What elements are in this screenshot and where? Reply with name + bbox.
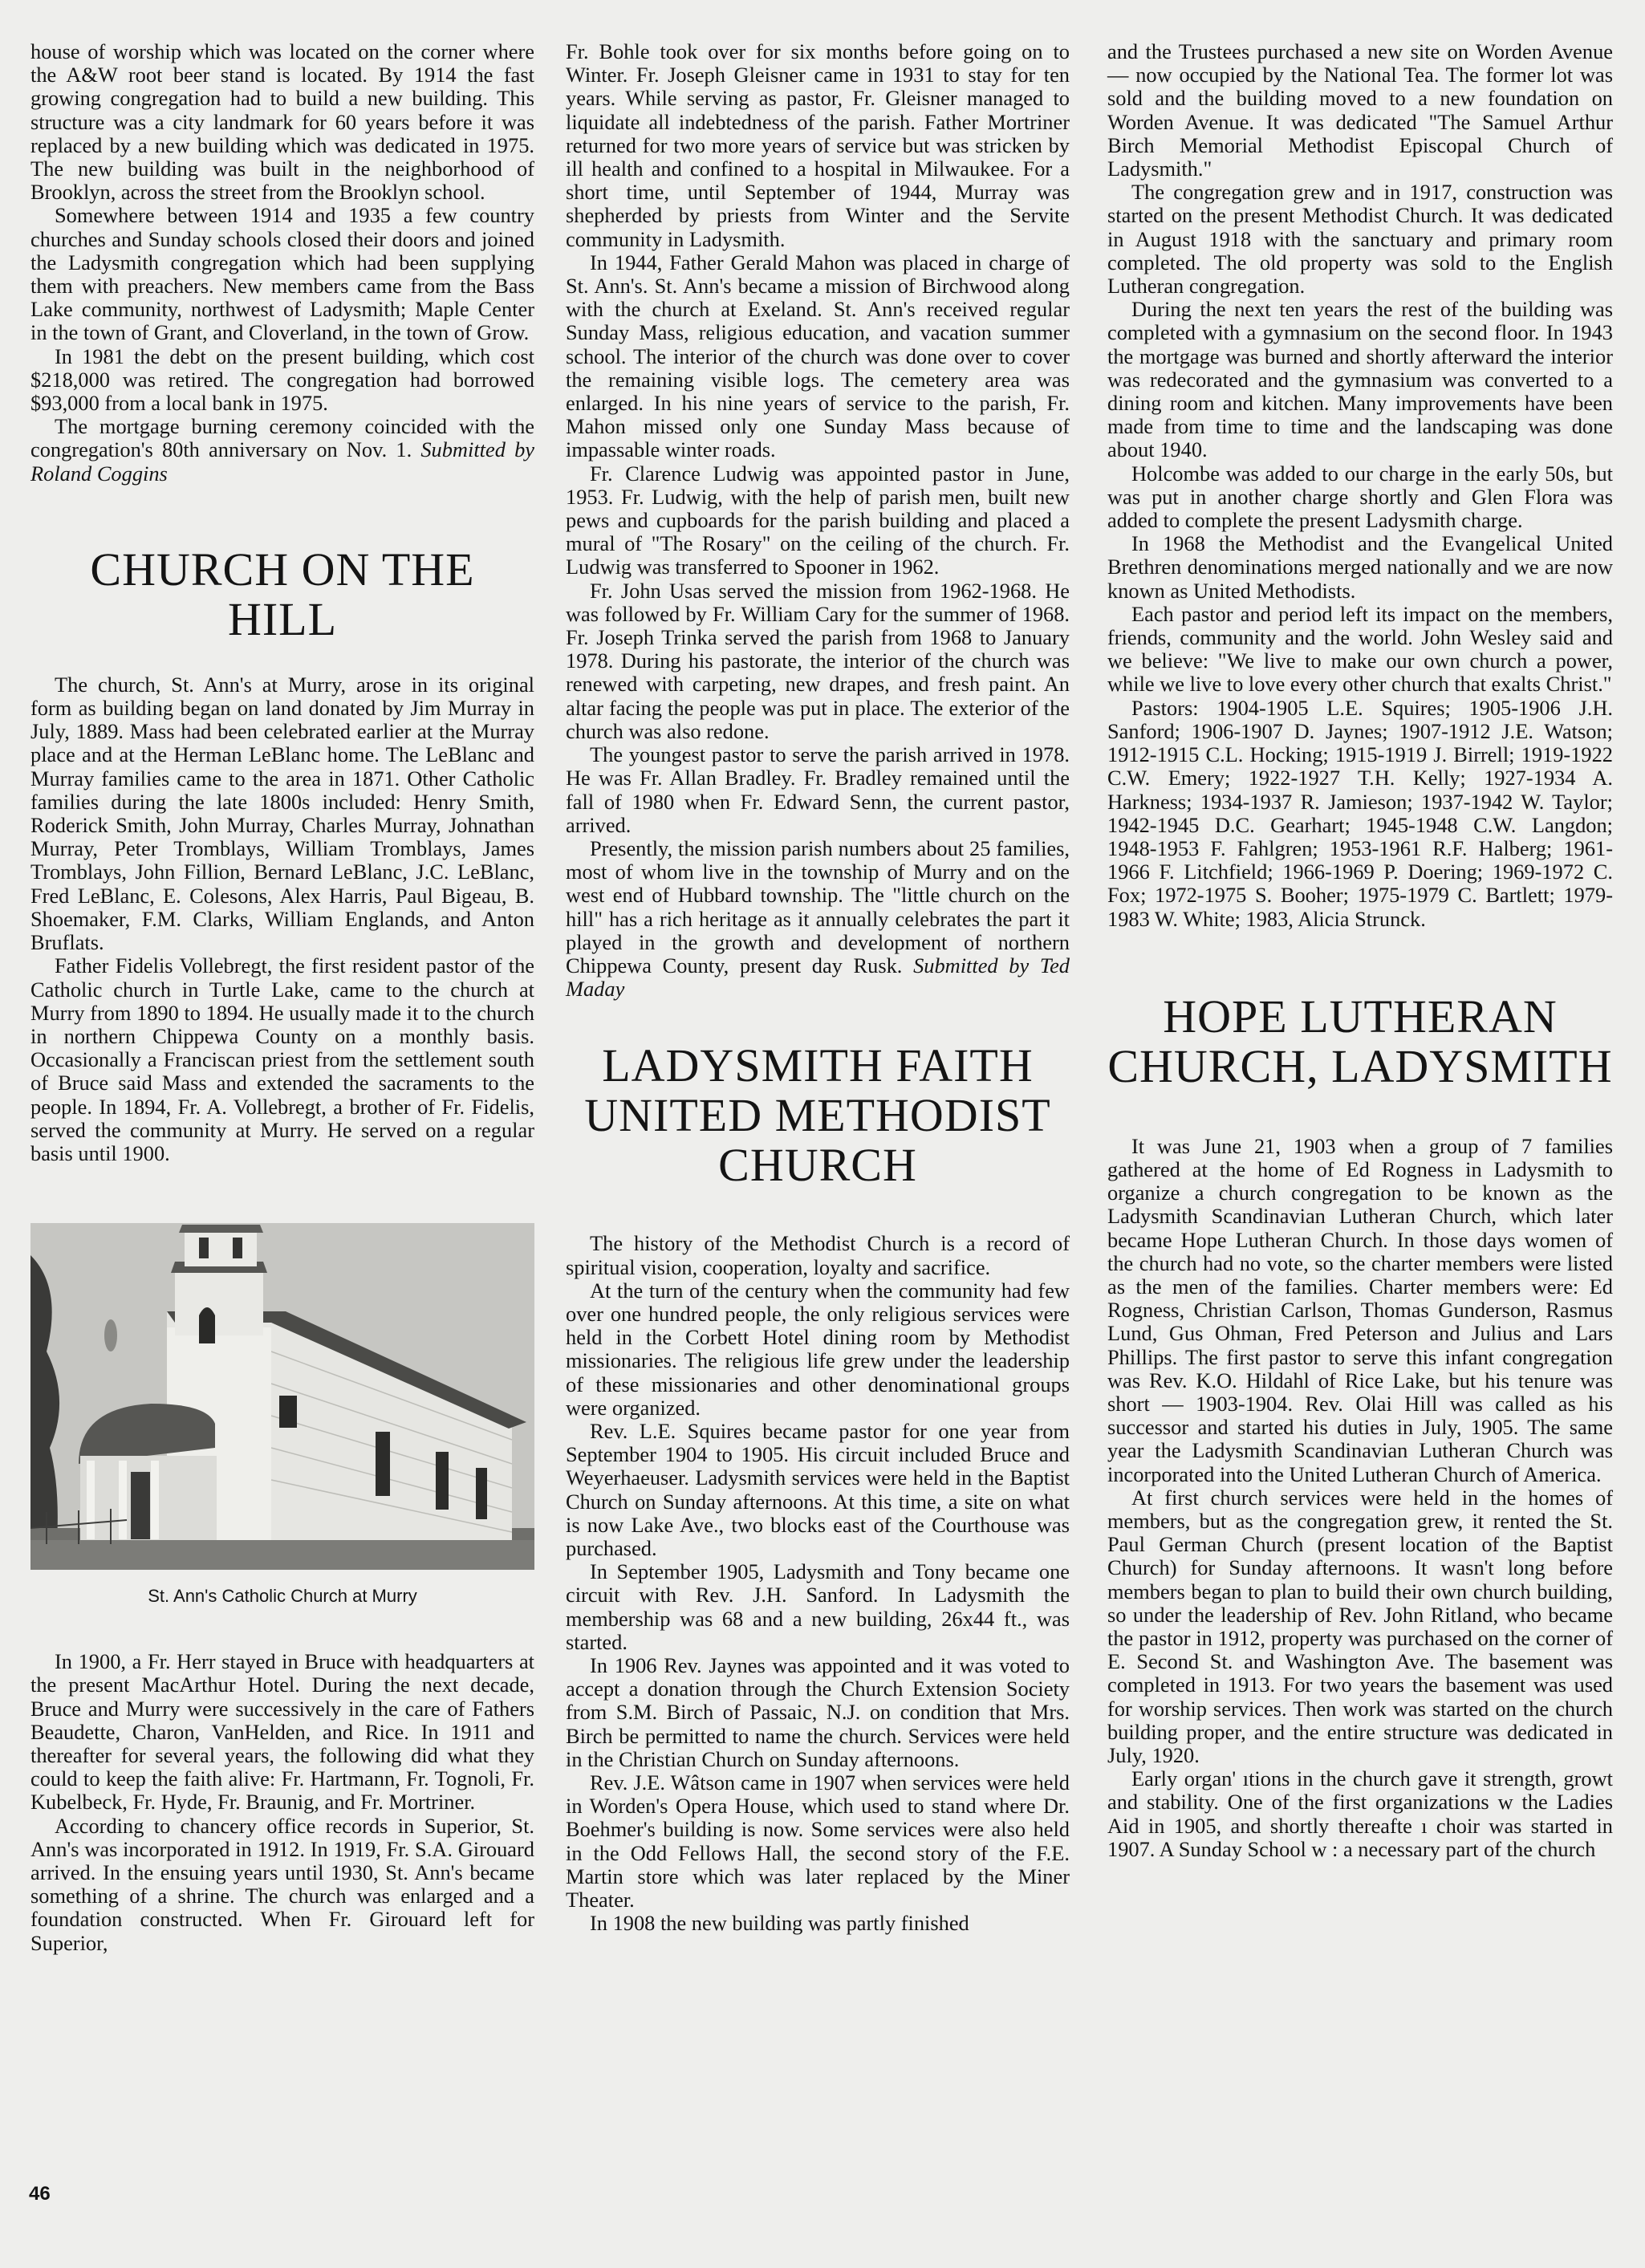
paragraph: In 1900, a Fr. Herr stayed in Bruce with headquarters at the present MacArthur Hotel. During the next decade, Bruce and Murry were successively in the care of Fathers Beaudette, Charon, VanHelden, and Rice. In 1911 and thereafter for several years, the following did what they could to keep the faith alive: Fr. Hartmann, Fr. Tognoli, Fr. Kubelbeck, Fr. Hyde, Fr. Braunig, and Fr. Mortriner. (30, 1649, 534, 1815)
paragraph: In September 1905, Ladysmith and Tony became one circuit with Rev. J.H. Sanford. In Ladysmith the membership was 68 and a new building, 26x44 ft., was started. (566, 1559, 1070, 1654)
paragraph: It was June 21, 1903 when a group of 7 families gathered at the home of Ed Rogness in Ladysmith to organize a church congregation to be known as the Ladysmith Scandinavian Lutheran Church, which later became Hope Lutheran Church. In those days women of the church had no vote, so the charter members were listed as the men of the families. Charter members were: Ed Rogness, Christian Carlson, Thomas Gunderson, Rasmus Lund, Gus Ohman, Fred Peterson and Julius and Lars Phillips. The first pastor to serve this infant congregation was Rev. K.O. Hildahl of Rice Lake, but his tenure was short — 1903-1904. Rev. Olai Hill was called as his successor and started his duties in July, 1905. The same year the Ladysmith Scandinavian Lutheran Church was incorporated into the United Lutheran Church of America. (1107, 1133, 1613, 1486)
paragraph: In 1906 Rev. Jaynes was appointed and it was voted to accept a donation through the Church Extension Society from S.M. Birch of Passaic, N.J. on condition that Mrs. Birch be permitted to name the church. Services were held in the Christian Church on Sunday afternoons. (566, 1652, 1070, 1771)
paragraph: Somewhere between 1914 and 1935 a few country churches and Sunday schools closed their doors and joined the Ladysmith congregation which had been supplying them with preachers. New members came from the Bass Lake community, northwest of Ladysmith; Maple Center in the town of Grant, and Cloverland, in the town of Grow. (30, 203, 534, 345)
paragraph: During the next ten years the rest of the building was completed with a gymnasium on the second floor. In 1943 the mortgage was burned and shortly afterward the interior was redecorated and the gymnasium was converted to a dining room and kitchen. Many improvements have been made from time to time and the landscaping was done about 1940. (1107, 297, 1613, 462)
paragraph: The youngest pastor to serve the parish arrived in 1978. He was Fr. Allan Bradley. Fr. Bradley remained until the fall of 1980 when Fr. Edward Senn, the current pastor, arrived. (566, 742, 1070, 837)
photo-figure (30, 1223, 534, 1607)
paragraph: Early organ' ıtions in the church gave it strength, growt and stability. One of the first organizations w the Ladies Aid in 1905, and shortly thereafte ı choir was started in 1907. A Sunday School w : a necessary part of the church (1107, 1766, 1613, 1861)
paragraph: In 1944, Father Gerald Mahon was placed in charge of St. Ann's. St. Ann's became a mission of Birchwood along with the church at Exeland. St. Ann's received regular Sunday Mass, religious education, and vacation summer school. The interior of the church was done over to cover the remaining visible logs. The cemetery area was enlarged. In his nine years of service to the parish, Fr. Mahon missed only one Sunday Mass because of impassable winter roads. (566, 250, 1070, 462)
paragraph: Each pastor and period left its impact on the members, friends, community and the world. John Wesley said and we believe: "We live to make our own church a power, while we live to love every other church that exalts Christ." (1107, 601, 1613, 697)
paragraph: At the turn of the century when the community had few over one hundred people, the only religious services were held in the Corbett Hotel dining room by Methodist missionaries. The religious life grew under the leadership of these missionaries and other denominational groups were organized. (566, 1278, 1070, 1420)
paragraph: Rev. L.E. Squires became pastor for one year from September 1904 to 1905. His circuit included Bruce and Weyerhaeuser. Ladysmith services were held in the Baptist Church on Sunday afternoons. At this time, a site on what is now Lake Ave., two blocks east of the Courthouse was purchased. (566, 1418, 1070, 1560)
paragraph: In 1908 the new building was partly finished (590, 1911, 969, 1936)
paragraph: According to chancery office records in Superior, St. Ann's was incorporated in 1912. In 1919, Fr. S.A. Girouard arrived. In the ensuing years until 1930, St. Ann's became something of a shrine. The church was enlarged and a foundation constructed. When Fr. Girouard left for Superior, (30, 1813, 534, 1955)
paragraph: house of worship which was located on the corner where the A&W root beer stand is located. By 1914 the fast growing congregation had to build a new building. This structure was a city landmark for 60 years before it was replaced by a new building which was dedicated in 1975. The new building was built in the neighborhood of Brooklyn, across the street from the Brooklyn school. (30, 39, 534, 205)
photo-caption: St. Ann's Catholic Church at Murry (148, 1586, 417, 1607)
church-photo (30, 1223, 534, 1570)
paragraph-text: Presently, the mission parish numbers about 25 families, most of whom live in the township of Murry and on the west end of Hubbard township. The "little church on the hill" has a rich heritage as it annually celebrates the part it played in the growth and development of northern Chippewa County, present day Rusk. (566, 835, 1070, 978)
paragraph-text: The mortgage burning ceremony coincided with the congregation's 80th anniversary on Nov. 1. (30, 414, 534, 462)
paragraph: Fr. Bohle took over for six months before going on to Winter. Fr. Joseph Gleisner came in 1931 to stay for ten years. While serving as pastor, Fr. Gleisner managed to liquidate all indebtedness of the parish. Father Mortriner returned for two more years of service but was stricken by ill health and confined to a hospital in Milwaukee. For a short time, until September of 1944, Murray was shepherded by priests from Winter and the Servite community in Ladysmith. (566, 39, 1070, 251)
paragraph: Holcombe was added to our charge in the early 50s, but was put in another charge shortly and Glen Flora was added to complete the present Ladysmith charge. (1107, 461, 1613, 533)
paragraph (30, 415, 534, 486)
paragraph (566, 837, 1070, 1001)
article-heading-hope-lutheran: HOPE LUTHERAN CHURCH, LADYSMITH (1107, 990, 1613, 1092)
article-heading-church-on-the-hill: CHURCH ON THE HILL (90, 543, 475, 645)
paragraph: Father Fidelis Vollebregt, the first resident pastor of the Catholic church in Turtle Lake, came to the church at Murry from 1890 to 1894. He usually made it to the church in northern Chippewa County on a monthly basis. Occasionally a Franciscan priest from the settlement south of Bruce said Mass and extended the sacraments to the people. In 1894, Fr. A. Vollebregt, a brother of Fr. Fidelis, served the community at Murry. He served on a regular basis until 1900. (30, 953, 534, 1165)
paragraph: In 1968 the Methodist and the Evangelical United Brethren denominations merged nationally and we are now known as United Methodists. (1107, 531, 1613, 603)
article-heading-ladysmith-faith-united-methodist: LADYSMITH FAITH UNITED METHODIST CHURCH (584, 1039, 1051, 1192)
paragraph: In 1981 the debt on the present building, which cost $218,000 was retired. The congregation had borrowed $93,000 from a local bank in 1975. (30, 343, 534, 416)
paragraph: Rev. J.E. Wâtson came in 1907 when services were held in Worden's Opera House, which used to stand where Dr. Boehmer's building is now. Some services were also held in the Odd Fellows Hall, the second story of the F.E. Martin store which was later replaced by the Miner Theater. (566, 1770, 1070, 1912)
paragraph: Fr. Clarence Ludwig was appointed pastor in June, 1953. Fr. Ludwig, with the help of parish men, built new pews and cupboards for the parish building and placed a mural of "The Rosary" on the ceiling of the church. Fr. Ludwig was transferred to Spooner in 1962. (566, 461, 1070, 579)
paragraph: The church, St. Ann's at Murry, arose in its original form as building began on land donated by Jim Murray in July, 1889. Mass had been celebrated earlier at the Murray place and at the Herman LeBlanc home. The LeBlanc and Murray families came to the area in 1871. Other Catholic families during the late 1800s included: Henry Smith, Roderick Smith, John Murray, Charles Murray, Johnathan Murray, Peter Tromblays, William Tromblays, James Tromblays, John Fillion, Bernard LeBlanc, J.C. LeBlanc, Fred LeBlanc, E. Colesons, Alex Harris, Paul Bigeau, B. Shoemaker, F.M. Clarks, William Englands, and Anton Bruflats. (30, 672, 534, 955)
pastors-list: Pastors: 1904-1905 L.E. Squires; 1905-1906 J.H. Sanford; 1906-1907 D. Jaynes; 1907-1912 J.E. Watson; 1912-1915 C.L. Hocking; 1915-1919 J. Birrell; 1919-1922 C.W. Emery; 1922-1927 T.H. Kelly; 1927-1934 A. Harkness; 1934-1937 R. Jamieson; 1937-1942 W. Taylor; 1942-1945 D.C. Gearhart; 1945-1948 C.W. Langdon; 1948-1953 F. Fahlgren; 1953-1961 R.F. Halberg; 1961-1966 F. Litchfield; 1966-1969 P. Doering; 1969-1972 C. Fox; 1972-1975 S. Booher; 1975-1979 C. Bartlett; 1979-1983 W. White; 1983, Alicia Strunck. (1107, 695, 1613, 931)
paragraph: The congregation grew and in 1917, construction was started on the present Methodist Church. It was dedicated in August 1918 with the sanctuary and primary room completed. The old property was sold to the English Lutheran congregation. (1107, 180, 1613, 299)
paragraph: The history of the Methodist Church is a record of spiritual vision, cooperation, loyalty and sacrifice. (566, 1231, 1070, 1279)
paragraph: Fr. John Usas served the mission from 1962-1968. He was followed by Fr. William Cary for the summer of 1968. Fr. Joseph Trinka served the parish from 1968 to January 1978. During his pastorate, the interior of the church was renewed with carpeting, new drapes, and fresh paint. An altar facing the people was put in place. The exterior of the church was also redone. (566, 578, 1070, 743)
column-1 (30, 40, 534, 1955)
page-number: 46 (29, 2183, 51, 2205)
column-3 (1107, 40, 1613, 1861)
submitted-by-credit: Submitted by Roland Coggins (30, 437, 534, 486)
paragraph: and the Trustees purchased a new site on Worden Avenue — now occupied by the National Tea. The former lot was sold and the building moved to a new foundation on Worden Avenue. It was dedicated "The Samuel Arthur Birch Memorial Methodist Episcopal Church of Ladysmith." (1107, 39, 1613, 181)
paragraph: At first church services were held in the homes of members, but as the congregation grew, it rented the St. Paul German Church (present location of the Baptist Church) for Sunday afternoons. It wasn't long before members began to plan to build their own church building, so under the leadership of Rev. John Ritland, who became the pastor in 1912, property was purchased on the corner of E. Second St. and Washington Ave. The basement was completed in 1913. For two years the basement was used for worship services. Then work was started on the church building proper, and the entire structure was dedicated in July, 1920. (1107, 1485, 1613, 1767)
church-illustration (30, 1223, 534, 1570)
submitted-by-credit: Submitted by Ted Maday (566, 953, 1070, 1002)
column-2 (566, 40, 1070, 1935)
